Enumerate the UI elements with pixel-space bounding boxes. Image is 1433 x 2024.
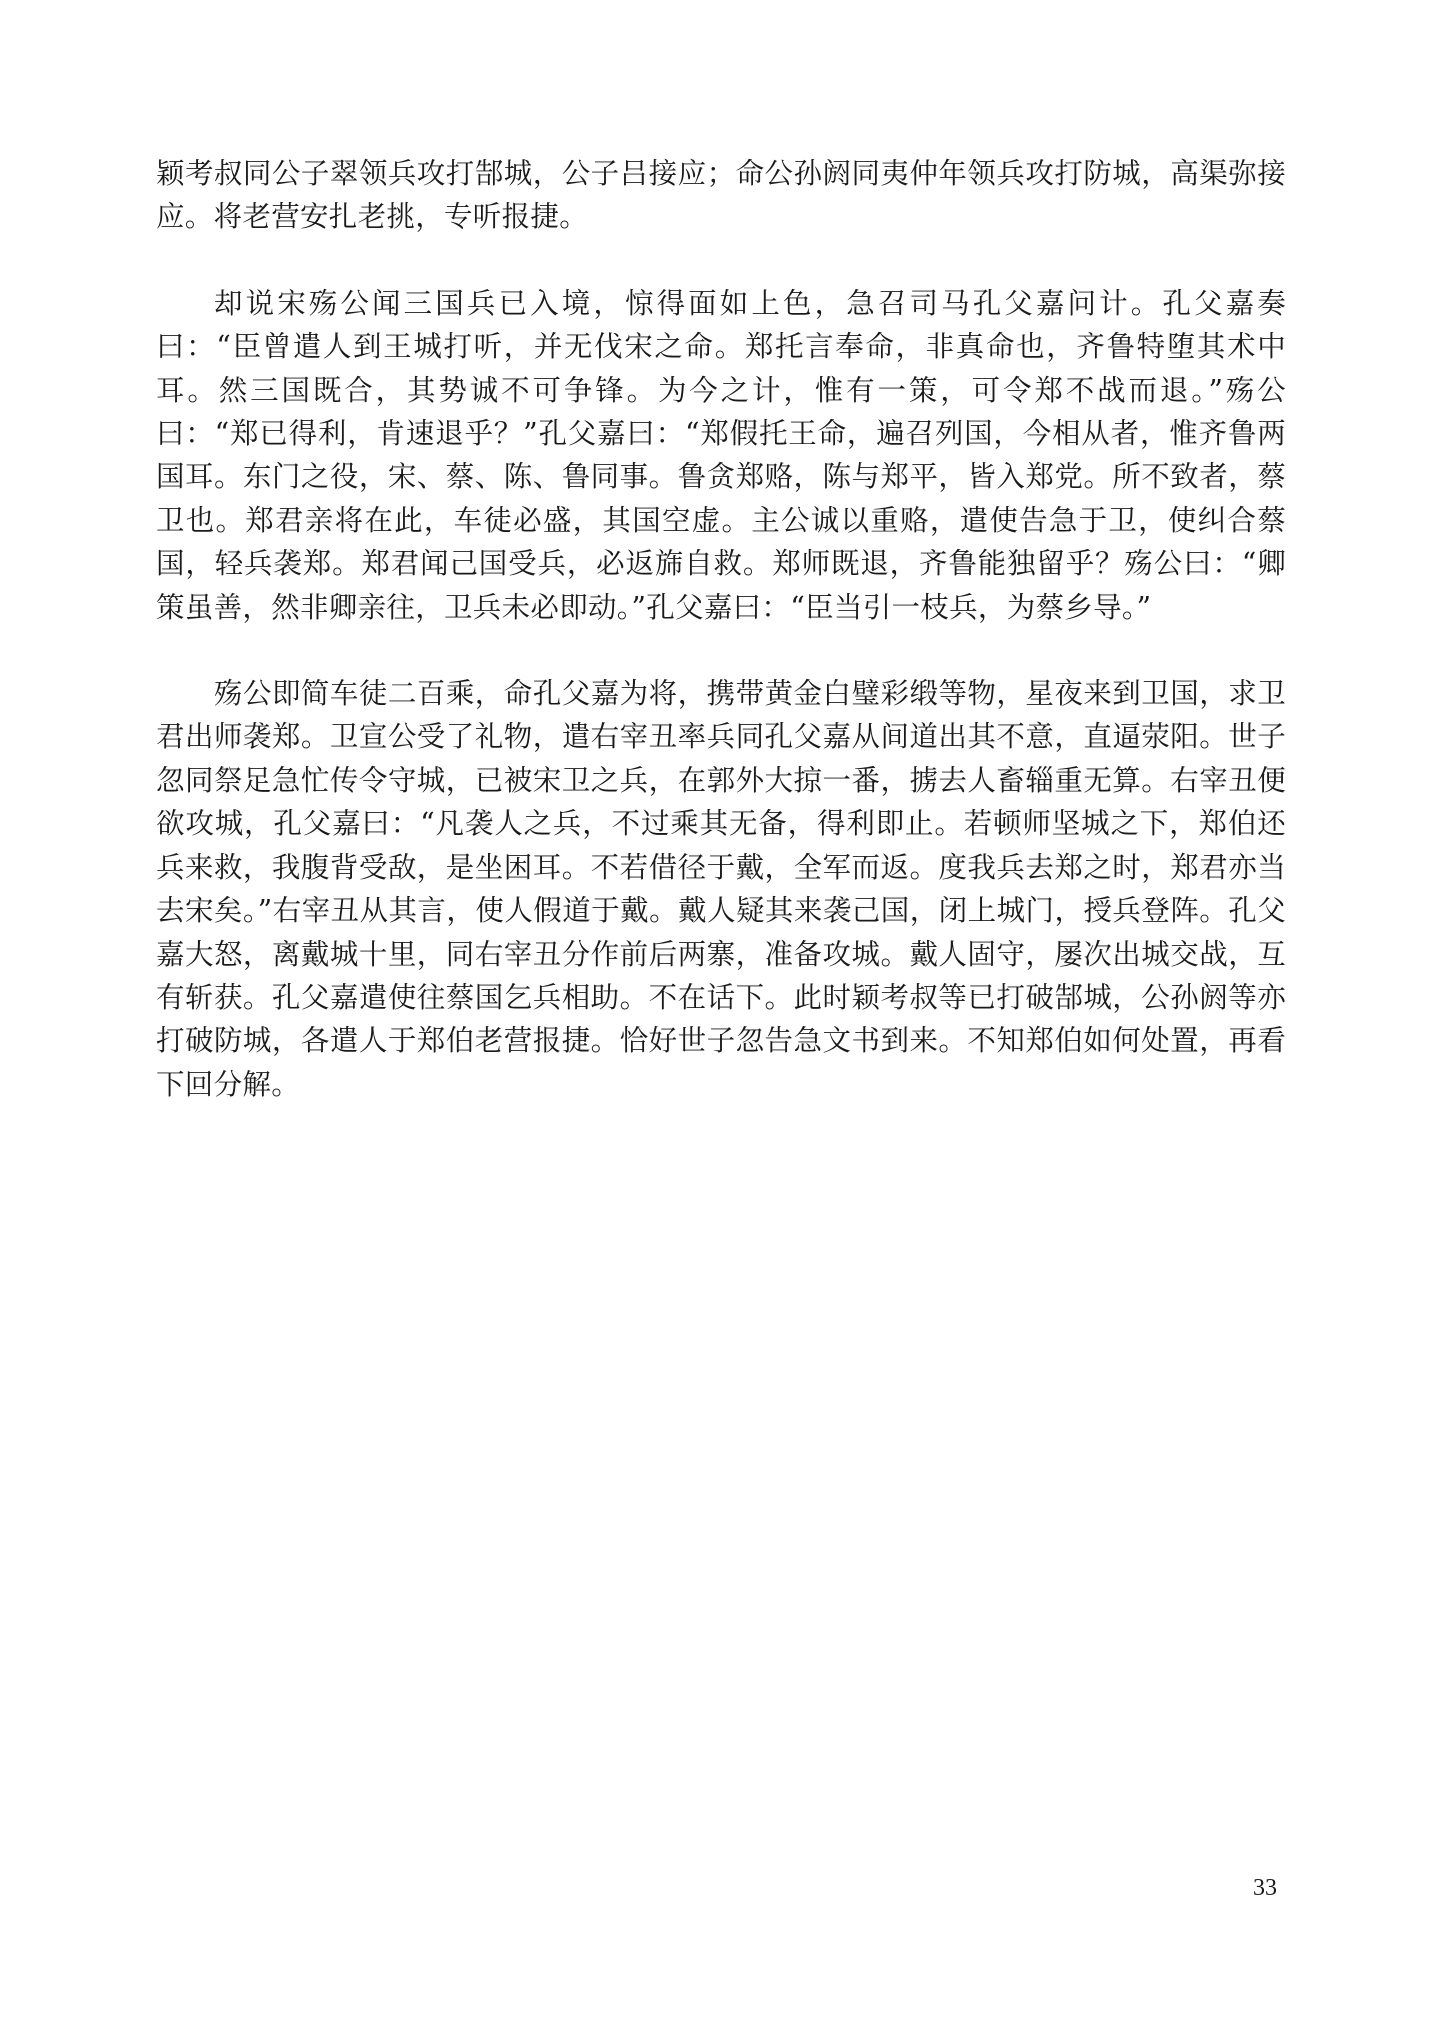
paragraph-3: 殇公即简车徒二百乘，命孔父嘉为将，携带黄金白璧彩缎等物，星夜来到卫国，求卫君出师袭郑。卫宣公受了礼物，遣右宰丑率兵同孔父嘉从间道出其不意，直逼荥阳。世子忽同祭足急忙传令守城，已被宋卫之兵，在郭外大掠一番，掳去人畜辎重无算。右宰丑便欲攻城，孔父嘉曰：“凡袭人之兵，不过乘其无备，得利即止。若顿师坚城之下，郑伯还兵来救，我腹背受敌，是坐困耳。不若借径于戴，全军而返。度我兵去郑之时，郑君亦当去宋矣。”右宰丑从其言，使人假道于戴。戴人疑其来袭己国，闭上城门，授兵登阵。孔父嘉大怒，离戴城十里，同右宰丑分作前后两寨，准备攻城。戴人固守，屡次出城交战，互有斩获。孔父嘉遣使往蔡国乞兵相助。不在话下。此时颖考叔等已打破郜城，公孙阏等亦打破防城，各遣人于郑伯老营报捷。恰好世子忽告急文书到来。不知郑伯如何处置，再看下回分解。 <box>156 677 1286 1101</box>
page-number: 33 <box>1253 1875 1277 1901</box>
body-text <box>156 152 1286 1106</box>
paragraph-gap <box>156 239 1286 282</box>
paragraph-1: 颖考叔同公子翠领兵攻打郜城，公子吕接应；命公孙阏同夷仲年领兵攻打防城，高渠弥接应。将老营安扎老挑，专听报捷。 <box>156 157 1286 234</box>
paragraph-gap <box>156 629 1286 672</box>
paragraph-2: 却说宋殇公闻三国兵已入境，惊得面如上色，急召司马孔父嘉问计。孔父嘉奏曰：“臣曾遣人到王城打听，并无伐宋之命。郑托言奉命，非真命也，齐鲁特堕其术中耳。然三国既合，其势诚不可争锋。为今之计，惟有一策，可令郑不战而退。”殇公曰：“郑已得利，肯速退乎？”孔父嘉曰：“郑假托王命，遍召列国，今相从者，惟齐鲁两国耳。东门之役，宋、蔡、陈、鲁同事。鲁贪郑赂，陈与郑平，皆入郑党。所不致者，蔡卫也。郑君亲将在此，车徒必盛，其国空虚。主公诚以重赂，遣使告急于卫，使纠合蔡国，轻兵袭郑。郑君闻己国受兵，必返旆自救。郑师既退，齐鲁能独留乎？殇公曰：“卿策虽善，然非卿亲往，卫兵未必即动。”孔父嘉曰：“臣当引一枝兵，为蔡乡导。” <box>156 286 1286 624</box>
